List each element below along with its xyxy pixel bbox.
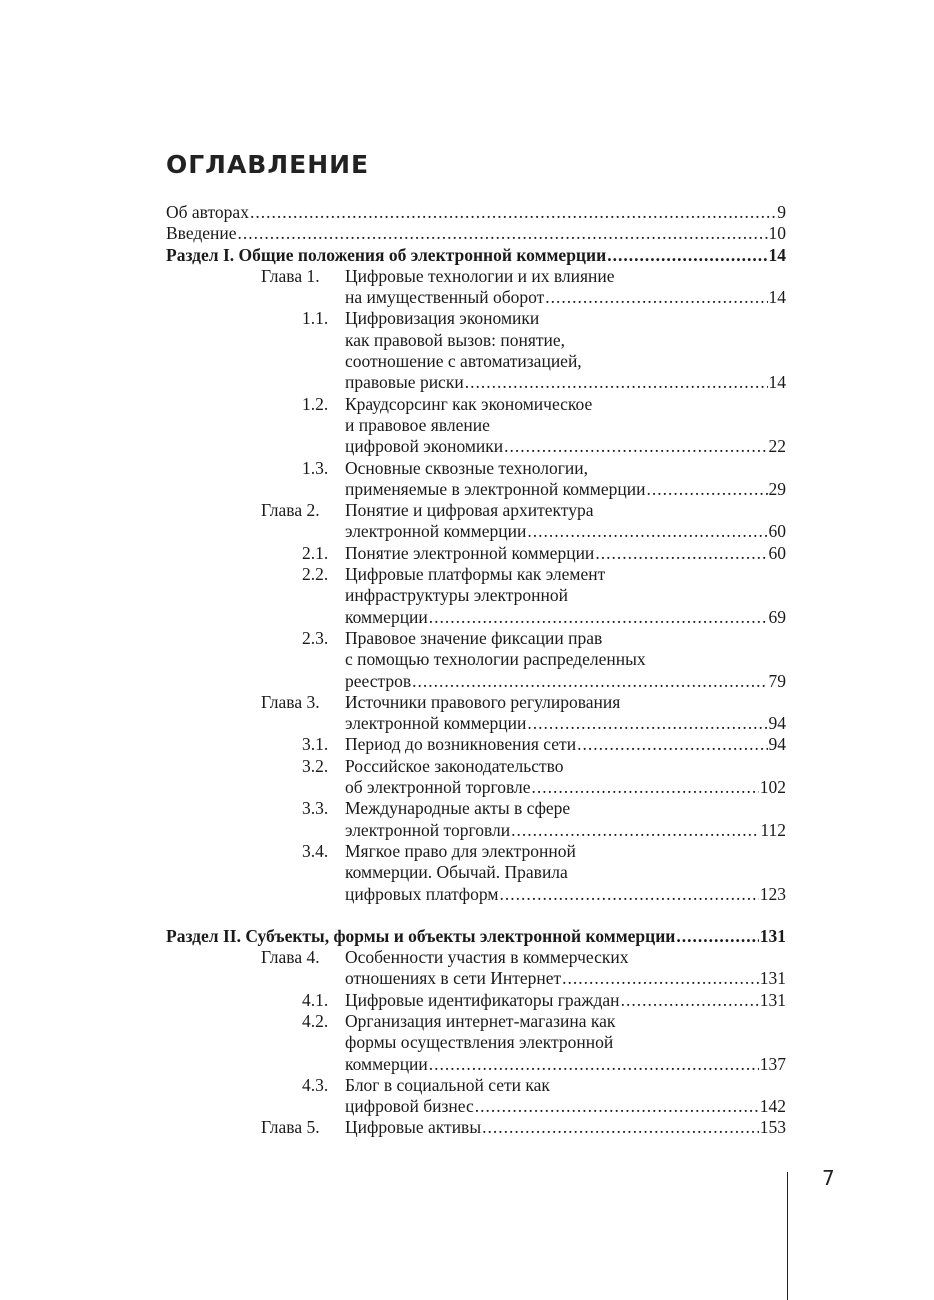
toc-entry-text: Краудсорсинг как экономическое [345, 393, 593, 414]
dot-leader [412, 671, 767, 692]
toc-page-number: 131 [759, 968, 786, 989]
toc-entry-number: 4.1. [302, 989, 329, 1010]
toc-page-number: 94 [768, 734, 786, 755]
toc-page-number: 123 [759, 883, 786, 904]
toc-entry-text: отношениях в сети Интернет [345, 968, 562, 989]
toc-entry-text: Период до возникновения сети [345, 734, 577, 755]
margin-rule [787, 1172, 788, 1300]
page-title: ОГЛАВЛЕНИЕ [166, 150, 370, 179]
toc-entry-text: реестров [345, 670, 412, 691]
toc-page-number: 10 [768, 223, 786, 244]
dot-leader [475, 1096, 759, 1117]
table-of-contents [166, 202, 786, 1139]
toc-page-number: 137 [759, 1053, 786, 1074]
toc-entry-text: электронной коммерции [345, 713, 527, 734]
toc-chapter-entry[interactable] [166, 500, 786, 543]
toc-entry-text: об электронной торговле [345, 777, 531, 798]
toc-entry-text: на имущественный оборот [345, 287, 545, 308]
toc-page-number: 69 [768, 606, 786, 627]
dot-leader [429, 1054, 759, 1075]
toc-entry-number: 2.1. [302, 542, 329, 563]
toc-page-number: 153 [759, 1117, 786, 1138]
toc-entry-text: и правовое явление [345, 414, 490, 435]
toc-entry-text: Цифровые идентификаторы граждан [345, 989, 620, 1010]
toc-entry-text: Мягкое право для электронной [345, 840, 576, 861]
toc-entry-text: Цифровые платформы как элемент [345, 564, 606, 585]
toc-section-entry[interactable] [166, 628, 786, 692]
page-number: 7 [822, 1166, 835, 1190]
toc-section-entry[interactable] [166, 394, 786, 458]
toc-chapter-entry[interactable] [166, 947, 786, 990]
toc-part-entry[interactable] [166, 926, 786, 947]
toc-section-entry[interactable] [166, 756, 786, 799]
toc-section-entry[interactable] [166, 1075, 786, 1118]
toc-entry-number: 4.2. [302, 1010, 329, 1031]
toc-section-entry[interactable] [166, 1011, 786, 1075]
toc-entry-text: Организация интернет-магазина как [345, 1010, 616, 1031]
toc-entry-text: коммерции [345, 1053, 428, 1074]
toc-entry-text: инфраструктуры электронной [345, 585, 568, 606]
toc-page-number: 14 [768, 287, 786, 308]
toc-entry-text: цифровой бизнес [345, 1096, 474, 1117]
toc-entry-text: Понятие электронной коммерции [345, 542, 595, 563]
toc-entry-text: Цифровые технологии и их влияние [345, 265, 615, 286]
toc-section-entry[interactable] [166, 564, 786, 628]
toc-entry-text: Понятие и цифровая архитектура [345, 500, 594, 521]
toc-section-entry[interactable] [166, 734, 786, 755]
toc-page-number: 14 [768, 372, 786, 393]
toc-entry-text: Блог в социальной сети как [345, 1074, 550, 1095]
toc-page-number: 142 [759, 1096, 786, 1117]
toc-entry-text: соотношение с автоматизацией, [345, 351, 582, 372]
toc-entry-text: цифровых платформ [345, 883, 499, 904]
dot-leader [562, 968, 759, 989]
toc-chapter-entry[interactable] [166, 1117, 786, 1138]
toc-page-number: 94 [768, 713, 786, 734]
dot-leader [676, 926, 758, 947]
toc-entry-number: Глава 1. [261, 265, 320, 286]
toc-entry-text: Основные сквозные технологии, [345, 457, 588, 478]
toc-entry-text: Цифровизация экономики [345, 308, 540, 329]
toc-entry-number: 2.2. [302, 564, 329, 585]
toc-section-entry[interactable] [166, 308, 786, 393]
toc-section-entry[interactable] [166, 458, 786, 501]
toc-entry-text: Цифровые активы [345, 1117, 482, 1138]
toc-entry-text: Международные акты в сфере [345, 798, 571, 819]
toc-entry-number: 1.2. [302, 393, 329, 414]
toc-section-entry[interactable] [166, 990, 786, 1011]
toc-entry-text: коммерции. Обычай. Правила [345, 862, 568, 883]
toc-entry-text: Раздел II. Субъекты, формы и объекты электронной коммерции [166, 925, 676, 946]
toc-entry-text: Раздел I. Общие положения об электронной коммерции [166, 244, 607, 265]
toc-entry-number: 3.3. [302, 798, 329, 819]
toc-entry-text: коммерции [345, 606, 428, 627]
toc-page-number: 22 [768, 436, 786, 457]
toc-entry[interactable] [166, 202, 786, 223]
toc-entry-number: Глава 5. [261, 1117, 320, 1138]
dot-leader [429, 607, 768, 628]
dot-leader [607, 245, 767, 266]
toc-entry-number: 3.4. [302, 840, 329, 861]
toc-chapter-entry[interactable] [166, 266, 786, 309]
toc-section-entry[interactable] [166, 543, 786, 564]
dot-leader [482, 1117, 759, 1138]
dot-leader [621, 990, 759, 1011]
toc-entry-text: цифровой экономики [345, 436, 504, 457]
dot-leader [527, 713, 767, 734]
toc-entry-text: формы осуществления электронной [345, 1032, 614, 1053]
toc-entry-number: Глава 4. [261, 947, 320, 968]
toc-page-number: 29 [768, 478, 786, 499]
toc-page-number: 60 [768, 521, 786, 542]
toc-entry-number: 4.3. [302, 1074, 329, 1095]
toc-entry-text: применяемые в электронной коммерции [345, 478, 646, 499]
toc-entry-text: электронной коммерции [345, 521, 527, 542]
toc-entry-text: Российское законодательство [345, 755, 564, 776]
dot-leader [527, 521, 767, 542]
dot-leader [595, 543, 767, 564]
toc-part-entry[interactable] [166, 245, 786, 266]
toc-page-number: 79 [768, 670, 786, 691]
dot-leader [577, 734, 767, 755]
toc-page-number: 112 [760, 819, 786, 840]
toc-entry[interactable] [166, 223, 786, 244]
toc-section-entry[interactable] [166, 798, 786, 841]
toc-entry-number: 3.2. [302, 755, 329, 776]
dot-leader [545, 287, 767, 308]
toc-page-number: 14 [768, 244, 786, 265]
toc-entry-number: 1.1. [302, 308, 329, 329]
toc-page-number: 102 [759, 777, 786, 798]
toc-entry-text: электронной торговли [345, 819, 511, 840]
toc-entry-number: 2.3. [302, 627, 329, 648]
toc-page-number: 9 [777, 202, 786, 222]
toc-entry-number: Глава 2. [261, 500, 320, 521]
toc-page-number: 131 [759, 989, 786, 1010]
toc-chapter-entry[interactable] [166, 692, 786, 735]
dot-leader [504, 436, 767, 457]
toc-entry-text: Введение [166, 223, 237, 244]
dot-leader [238, 223, 768, 244]
dot-leader [465, 372, 768, 393]
toc-spacer [166, 905, 786, 926]
toc-page-number: 131 [759, 925, 786, 946]
dot-leader [511, 820, 759, 841]
toc-entry-number: 1.3. [302, 457, 329, 478]
toc-entry-text: Об авторах [166, 202, 249, 222]
toc-entry-text: как правовой вызов: понятие, [345, 329, 566, 350]
toc-page-number: 60 [768, 542, 786, 563]
dot-leader [250, 202, 776, 223]
dot-leader [532, 777, 759, 798]
toc-entry-text: Правовое значение фиксации прав [345, 627, 603, 648]
toc-entry-number: Глава 3. [261, 691, 320, 712]
toc-entry-text: Особенности участия в коммерческих [345, 947, 629, 968]
toc-entry-text: с помощью технологии распределенных [345, 649, 646, 670]
dot-leader [646, 479, 767, 500]
toc-entry-text: Источники правового регулирования [345, 691, 621, 712]
dot-leader [499, 884, 758, 905]
toc-entry-text: правовые риски [345, 372, 464, 393]
toc-section-entry[interactable] [166, 841, 786, 905]
toc-entry-number: 3.1. [302, 734, 329, 755]
